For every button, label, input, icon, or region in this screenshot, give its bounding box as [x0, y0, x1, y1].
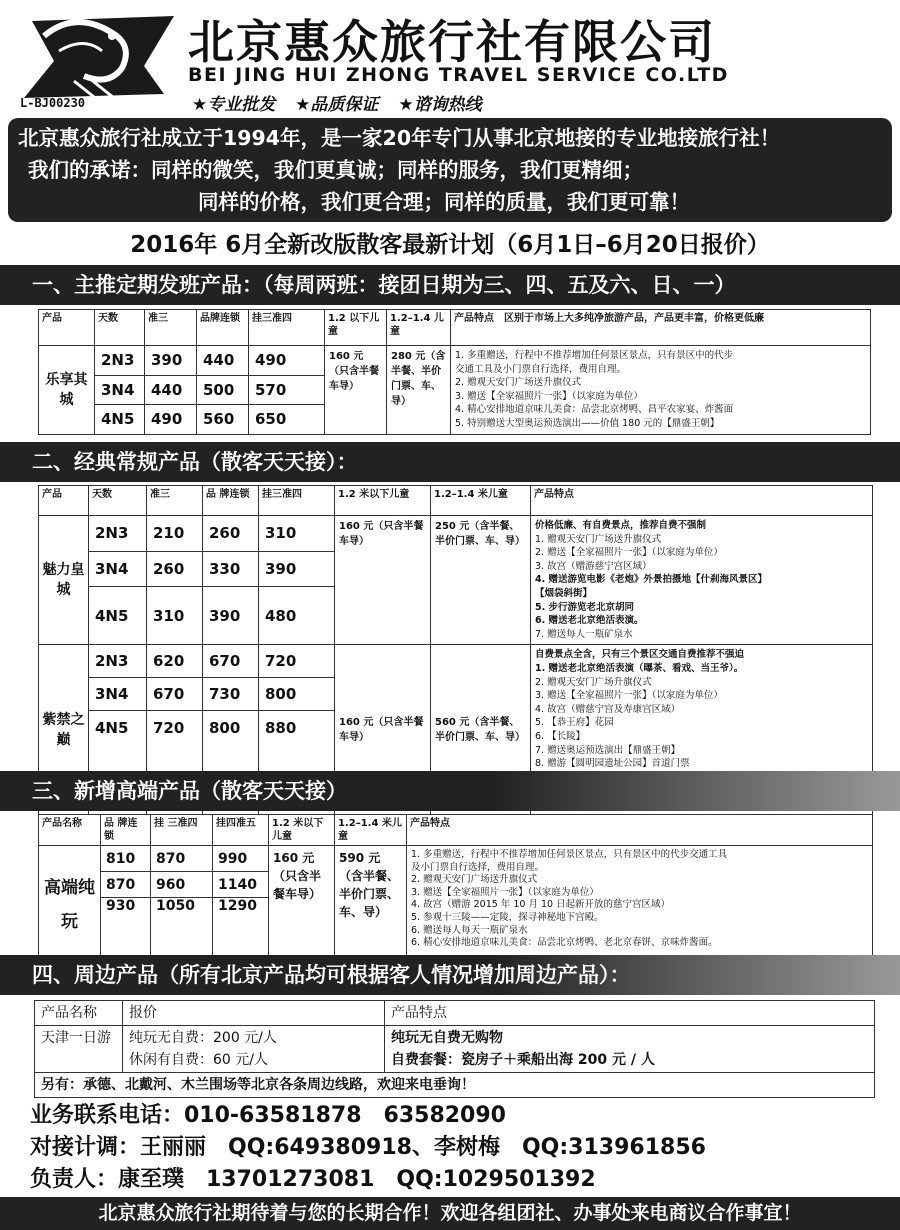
feature-item: 2. 赠送【全家福照片一张】（以家庭为单位） [535, 547, 723, 559]
kid1-price: 160 元（只含半餐车导） [325, 346, 387, 435]
price-cell: 490 [249, 346, 325, 376]
price-cell: 3N4 [89, 551, 147, 587]
price-cell: 570 [249, 375, 325, 405]
kid2-price: 560 元（含半餐、半价门票、车、导） [431, 645, 531, 815]
price-cell: 2N3 [95, 346, 145, 376]
feature-item: 1. 赠观天安门广场送升旗仪式 [535, 533, 662, 545]
feature-item: 4. 故宫（赠慈宁宫及寿康宫区域） [535, 703, 681, 715]
feature-item: 6. 精心安排地道京味儿美食：品尝北京烤鸭、老北京春饼、京味炸酱面。 [411, 937, 718, 949]
price-cell: 390 [259, 551, 335, 587]
feature-item: 3. 赠送【全家福照片一张】（以家庭为单位） [455, 390, 643, 402]
price-cell: 800 [203, 710, 259, 815]
section-1-title: 一、主推定期发班产品：（每周两班：接团日期为三、四、五及六、日、一） [0, 265, 900, 305]
feature-item: 3. 赠送【全家福照片一张】（以家庭为单位） [535, 690, 723, 702]
price-cell: 330 [203, 551, 259, 587]
price-cell: 670 [147, 678, 203, 711]
section-2-table [38, 485, 873, 815]
feature-item: 7. 赠送奥运预选演出【鼎盛王朝】 [535, 744, 681, 756]
header-brand: 品 牌连锁 [203, 486, 259, 516]
header-brand: 品牌连锁 [197, 310, 249, 346]
feature-item: 1. 多重赠送，行程中不推荐增加任何景区景点，只有景区中的代步 [455, 350, 734, 361]
price-cell: 650 [249, 405, 325, 435]
dragon-logo-icon [14, 6, 184, 106]
section-1-table [38, 309, 871, 435]
price-cell: 1290 [213, 898, 269, 964]
header-hang: 挂三准四 [259, 486, 335, 516]
price-cell: 800 [259, 678, 335, 711]
price-cell: 670 [203, 645, 259, 678]
product-name: 紫禁之巅 [39, 645, 89, 815]
header-kid1: 1.2 以下儿童 [325, 310, 387, 346]
header-hang: 挂 三准四 [151, 815, 213, 846]
price-cell: 2N3 [89, 645, 147, 678]
feature-label: 产品特点 [454, 313, 494, 324]
section-2-title: 二、经典常规产品（散客天天接）： [0, 442, 900, 482]
feature-list [451, 346, 871, 435]
price-cell: 930 [101, 898, 151, 964]
price-line: 休闲有自费：60 元/人 [129, 1052, 268, 1068]
price-cell: 870 [101, 872, 151, 898]
slogan: ★谘询热线 [398, 95, 482, 115]
header-feature: 产品特点 [385, 1001, 875, 1026]
intro-line: 我们的承诺：同样的微笑，我们更真诚；同样的服务，我们更精细； [28, 158, 643, 182]
price-cell: 960 [151, 872, 213, 898]
feature-item: 8. 赠游【圆明园遗址公园】首道门票 [535, 758, 690, 770]
kid2-price: 280 元（含半餐、半价门票、车、导） [387, 346, 451, 435]
intro-line: 北京惠众旅行社成立于1994年，是一家20年专门从事北京地接的专业地接旅行社！ [18, 126, 781, 150]
price-cell: 870 [151, 846, 213, 872]
feature-item: 5. 特别赠送大型奥运预选演出——价值 180 元的【鼎盛王朝】 [455, 417, 720, 429]
feature-item: 4. 赠送游览电影《老炮》外景拍摄地【什刹海风景区】 [535, 574, 768, 586]
product-name: 天津一日游 [35, 1026, 123, 1073]
feature-list [407, 846, 873, 964]
header-kid2: 1.2–1.4 儿童 [387, 310, 451, 346]
header-kid2: 1.2–1.4 米儿童 [431, 486, 531, 516]
price-cell: 1140 [213, 872, 269, 898]
price-cell: 730 [203, 678, 259, 711]
company-name-en: BEI JING HUI ZHONG TRAVEL SERVICE CO.LTD [188, 64, 729, 86]
kid2-price: 590 元（含半餐、半价门票、车、导） [335, 846, 407, 964]
price-cell: 390 [203, 587, 259, 645]
slogan: ★品质保证 [295, 95, 379, 115]
price-list [123, 1026, 385, 1073]
header-price: 报价 [123, 1001, 385, 1026]
section-3-title: 三、新增高端产品（散客天天接） [0, 771, 900, 811]
header-std3: 准三 [145, 310, 197, 346]
product-name: 乐享其城 [39, 346, 95, 435]
feature-item: 5. 步行游览老北京胡同 [535, 601, 635, 613]
surrounding-note: 另有：承德、北戴河、木兰围场等北京各条周边线路，欢迎来电垂询！ [35, 1073, 875, 1098]
kid2-price: 250 元（含半餐、半价门票、车、导） [431, 516, 531, 645]
price-cell: 3N4 [95, 375, 145, 405]
price-cell: 440 [197, 346, 249, 376]
feature-item: 自费套餐：瓷房子＋乘船出海 200 元 / 人 [391, 1052, 655, 1068]
header-name: 产品名称 [35, 1001, 123, 1026]
header-hang: 挂三准四 [249, 310, 325, 346]
header-product: 产品 [39, 310, 95, 346]
footer-banner: 北京惠众旅行社期待着与您的长期合作！欢迎各组团社、办事处来电商议合作事宜！ [0, 1197, 900, 1230]
header-kid1: 1.2 米以下儿童 [269, 815, 335, 846]
header-kid1: 1.2 米以下儿童 [335, 486, 431, 516]
price-cell: 4N5 [89, 587, 147, 645]
price-cell: 3N4 [89, 678, 147, 711]
header-product: 产品 [39, 486, 89, 516]
feature-item: 1. 赠送老北京绝活表演（曝茶、看戏、当王爷）。 [535, 662, 744, 674]
header-std3: 准三 [147, 486, 203, 516]
price-cell: 310 [259, 516, 335, 552]
feature-item: 5. 【恭王府】花园 [535, 717, 614, 729]
feature-item: 2. 赠观天安门广场送升旗仪式 [411, 874, 538, 886]
price-cell: 260 [203, 516, 259, 552]
feature-item: 2. 赠观天安门广场升旗仪式 [535, 676, 652, 688]
feature-item: 2. 赠观天安门广场送升旗仪式 [455, 377, 582, 389]
intro-box [8, 118, 892, 222]
feature-item: 自费景点全含，只有三个景区交通自费推荐不强迫 [535, 649, 745, 661]
feature-item: 7. 赠送每人一瓶矿泉水 [535, 628, 633, 640]
kid1-price: 160 元（只含半餐车导） [269, 846, 335, 964]
header-kid2: 1.2–1.4 米儿童 [335, 815, 407, 846]
coordinator-contact: 对接计调：王丽丽 QQ:649380918、李树梅 QQ:313961856 [30, 1135, 706, 1160]
price-cell: 440 [145, 375, 197, 405]
manager-contact: 负责人：康至璞 13701273081 QQ:1029501392 [30, 1167, 596, 1192]
product-name: 魅力皇城 [39, 516, 89, 645]
price-line: 纯玩无自费：200 元/人 [129, 1030, 277, 1046]
slogan: ★专业批发 [192, 95, 276, 115]
feature-item: 3. 赠送【全家福照片一张】（以家庭为单位） [411, 886, 599, 898]
feature-item: 1. 多重赠送，行程中不推荐增加任何景区景点，只有景区中的代步交通工具 [411, 849, 728, 860]
header-feature [451, 310, 871, 346]
feature-list [385, 1026, 875, 1073]
header-days: 天数 [89, 486, 147, 516]
feature-item: 6. 【长陵】 [535, 730, 586, 742]
business-phone: 业务联系电话：010-63581878 63582090 [30, 1103, 506, 1128]
price-cell: 620 [147, 645, 203, 678]
header-feature: 产品特点 [407, 815, 873, 846]
feature-item: 6. 赠送每人每天一瓶矿泉水 [411, 924, 528, 936]
slogans [192, 90, 496, 115]
price-cell: 490 [145, 405, 197, 435]
price-cell: 720 [147, 710, 203, 815]
price-cell: 500 [197, 375, 249, 405]
price-cell: 310 [147, 587, 203, 645]
price-cell: 480 [259, 587, 335, 645]
price-cell: 4N5 [89, 710, 147, 815]
kid1-price: 160 元（只含半餐车导） [335, 516, 431, 645]
price-cell: 2N3 [89, 516, 147, 552]
header-days: 天数 [95, 310, 145, 346]
feature-item: 价格低廉、有自费景点，推荐自费不强制 [535, 520, 707, 531]
feature-list [531, 516, 873, 645]
price-cell: 810 [101, 846, 151, 872]
price-cell: 260 [147, 551, 203, 587]
header-brand: 品 牌连锁 [101, 815, 151, 846]
feature-item: 3. 故宫（赠游慈宁宫区域） [535, 560, 652, 572]
price-cell: 390 [145, 346, 197, 376]
product-name: 高端纯玩 [39, 846, 101, 964]
kid1-price: 160 元（只含半餐车导） [335, 645, 431, 815]
price-cell: 210 [147, 516, 203, 552]
feature-item: 5. 参观十三陵——定陵，探寻神秘地下宫殿。 [411, 911, 604, 923]
contact-block [30, 1100, 706, 1196]
section-4-table [34, 1000, 875, 1098]
section-4-title: 四、周边产品（所有北京产品均可根据客人情况增加周边产品）： [0, 955, 900, 995]
intro-line: 同样的价格，我们更合理；同样的质量，我们更可靠！ [198, 190, 690, 214]
plan-title: 2016年 6月全新改版散客最新计划（6月1日–6月20日报价） [130, 232, 770, 258]
price-cell: 560 [197, 405, 249, 435]
header-std4: 挂四准五 [213, 815, 269, 846]
feature-note: 区别于市场上大多纯净旅游产品，产品更丰富，价格更低廉 [504, 313, 764, 324]
price-cell: 720 [259, 645, 335, 678]
header-product: 产品名称 [39, 815, 101, 846]
header-feature: 产品特点 [531, 486, 873, 516]
feature-item: 纯玩无自费无购物 [391, 1030, 503, 1046]
price-cell: 990 [213, 846, 269, 872]
license-number: L-BJ00230 [20, 96, 86, 110]
section-3-table [38, 814, 873, 964]
feature-item: 6. 赠送老北京绝活表演。 [535, 615, 644, 627]
company-name-cn: 北京惠众旅行社有限公司 [188, 15, 716, 69]
header [0, 0, 900, 118]
feature-item: 4. 精心安排地道京味儿美食：品尝北京烤鸭、昌平农家宴、炸酱面 [455, 404, 734, 416]
price-cell: 880 [259, 710, 335, 815]
price-cell: 1050 [151, 898, 213, 964]
feature-item: 4. 故宫（赠游 2015 年 10 月 10 日起新开放的慈宁宫区域） [411, 899, 671, 911]
price-cell: 4N5 [95, 405, 145, 435]
feature-item: 【烟袋斜街】 [535, 587, 593, 599]
feature-item: 及小门票自行选择，费用自理。 [411, 861, 545, 873]
feature-item: 交通工具及小门票自行选择，费用自理。 [455, 363, 627, 375]
